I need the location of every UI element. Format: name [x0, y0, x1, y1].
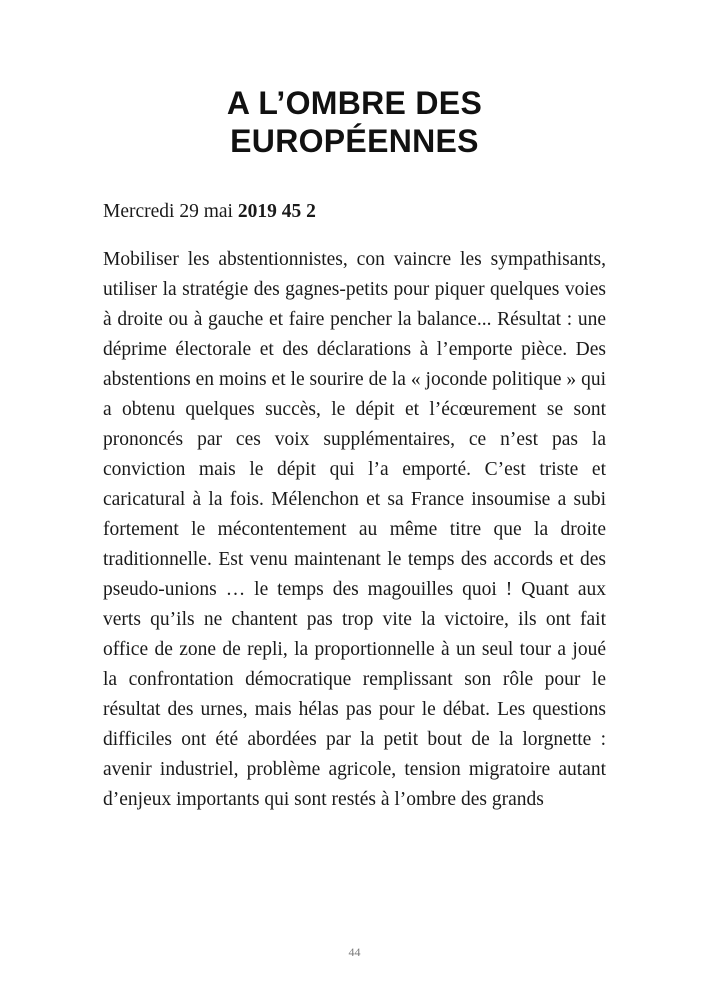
body-paragraph: Mobiliser les abstentionnistes, con vaincre les sympathisants, utiliser la stratégie des gagnes-petits pour piquer quelques voies à droite ou à gauche et faire pencher la balance... Résultat : une déprime électorale et des déclarations à l’emporte pièce. Des abstentions en moins et le sourire de la « joconde politique » qui a obtenu quelques succès, le dépit et l’écœurement se sont prononcés par ces voix supplémentaires, ce n’est pas la conviction mais le dépit qui l’a emporté. C’est triste et caricatural à la fois. Mélenchon et sa France insoumise a subi fortement le mécontentement au même titre que la droite traditionnelle. Est venu maintenant le temps des accords et des pseudo-unions … le temps des magouilles quoi ! Quant aux verts qu’ils ne chantent pas trop vite la victoire, ils ont fait office de zone de repli, la proportionnelle à un seul tour a joué la confrontation démocratique remplissant son rôle pour le résultat des urnes, mais hélas pas pour le débat. Les questions difficiles ont été abordées par la petit bout de la lorgnette : avenir industriel, problème agricole, tension migratoire autant d’enjeux importants qui sont restés à l’ombre des grands: [103, 248, 606, 810]
date-line: [103, 199, 606, 225]
date-text: Mercredi 29 mai: [103, 200, 238, 222]
title-line-2: EUROPÉENNES: [230, 123, 479, 160]
date-bold-text: 2019 45 2: [237, 200, 316, 222]
page-number: 44: [348, 945, 361, 959]
page-title: [103, 84, 606, 161]
title-line-1: A L’OMBRE DES: [226, 85, 483, 121]
